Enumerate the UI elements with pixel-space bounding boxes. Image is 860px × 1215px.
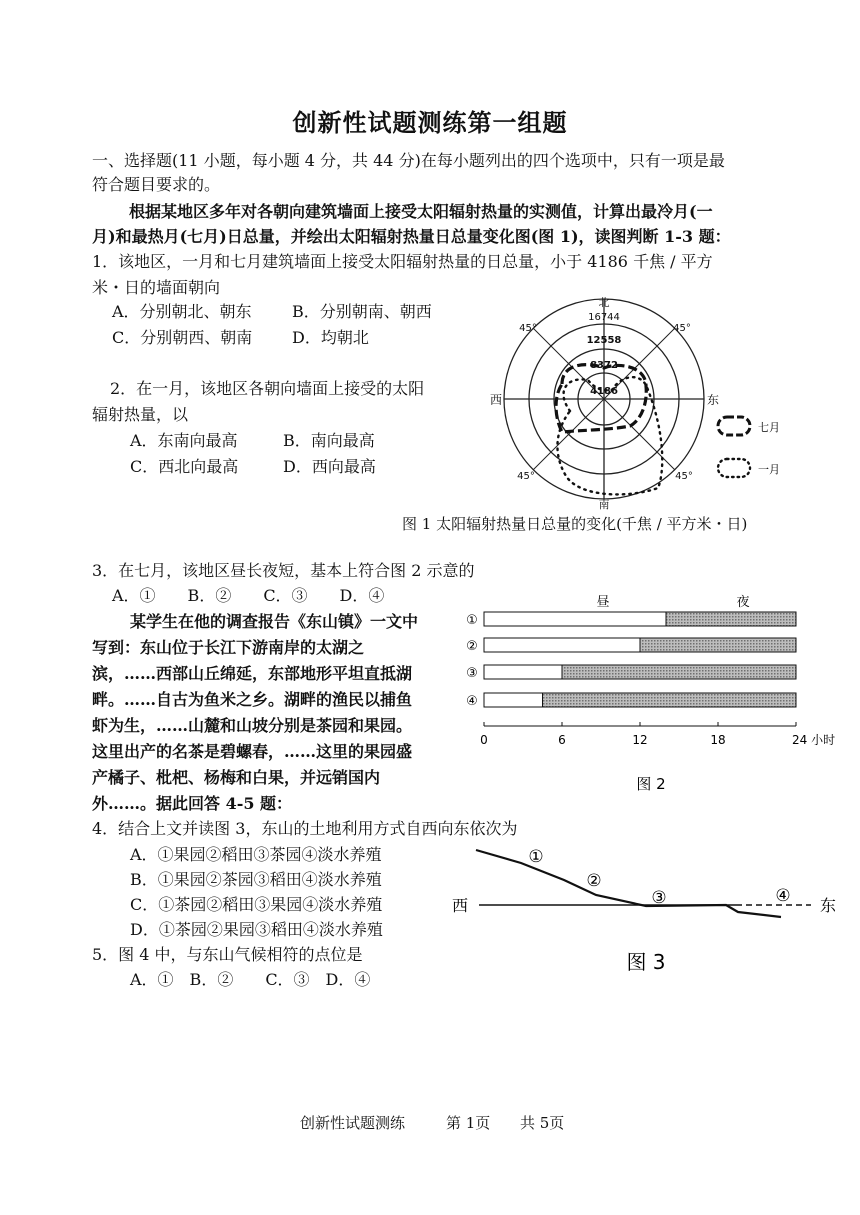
tick-label-4: 24 小时 [792,733,836,747]
marker-4: ④ [775,886,791,906]
angle-se: 45° [675,471,693,482]
figure3-terrain-profile [446,838,846,978]
section-intro-line2: 符合题目要求的。 [92,175,221,194]
night-bar-3 [562,665,796,679]
row-label-2: ② [466,639,478,654]
angle-ne: 45° [673,323,691,334]
figure2-caption: 图 2 [636,775,666,793]
figure1-caption: 图 1 太阳辐射热量日总量的变化(千焦 / 平方米・日) [402,515,748,533]
q2-stem-line1: 2．在一月，该地区各朝向墙面上接受的太阳 [110,379,425,398]
row-label-1: ① [466,613,478,628]
ring-value-16744: 16744 [588,312,620,323]
q2-option-a: A．东南向最高 [130,431,238,450]
q4-option-c: C．①茶园②稻田③果园④淡水养殖 [130,895,383,914]
label-north: 北 [598,296,610,309]
context2-line6: 这里出产的名茶是碧螺春，……这里的果园盛 [92,742,413,761]
ring-value-4186: 4186 [590,386,618,397]
footer-total: 共 5页 [520,1114,565,1132]
ring-value-8372: 8372 [590,360,618,371]
figure1-polar-chart [470,296,840,516]
q2-option-d: D．西向最高 [283,457,376,476]
day-bar-4 [484,693,543,707]
context2-line8: 外……。据此回答 4-5 题： [92,794,293,813]
q3-stem: 3．在七月，该地区昼长夜短，基本上符合图 2 示意的 [92,561,475,580]
ring-value-12558: 12558 [586,335,622,346]
tick-label-2: 12 [632,733,648,747]
q2-option-c: C．西北向最高 [130,457,239,476]
q1-option-d: D．均朝北 [292,328,369,347]
legend-july-label: 七月 [758,421,780,434]
legend-january-label: 一月 [758,463,780,476]
q4-option-a: A．①果园②稻田③茶园④淡水养殖 [130,845,382,864]
tick-label-3: 18 [710,733,726,747]
label-west: 西 [451,896,469,915]
label-west: 西 [489,393,503,407]
angle-nw: 45° [519,323,537,334]
label-east: 东 [819,896,837,915]
context2-line2: 写到：东山位于长江下游南岸的太湖之 [92,638,365,657]
angle-sw: 45° [517,471,535,482]
legend-july-swatch [718,417,750,435]
tick-label-0: 0 [480,733,488,747]
q5-stem: 5．图 4 中，与东山气候相符的点位是 [92,945,363,964]
label-south: 南 [598,498,610,511]
q2-option-b: B．南向最高 [283,431,375,450]
label-east: 东 [706,393,720,407]
q5-options: A．① B．② C．③ D．④ [130,970,371,989]
figure2-daylength-chart [456,592,836,797]
footer-page: 第 1页 [446,1114,491,1132]
q3-options: A．① B．② C．③ D．④ [112,586,385,605]
label-day: 昼 [596,595,610,610]
context2-line4: 畔。……自古为鱼米之乡。湖畔的渔民以捕鱼 [92,690,413,709]
marker-1: ① [528,847,544,867]
label-night: 夜 [736,595,750,610]
context2-line5: 虾为生，……山麓和山坡分别是茶园和果园。 [92,716,413,735]
day-bar-2 [484,638,640,652]
july-curve [556,365,646,432]
context2-line1: 某学生在他的调查报告《东山镇》一文中 [130,612,419,631]
legend-january-swatch [718,459,750,477]
q1-option-c: C．分别朝西、朝南 [112,328,253,347]
context2-line7: 产橘子、枇杷、杨梅和白果，并远销国内 [92,768,381,787]
day-bar-3 [484,665,562,679]
marker-2: ② [586,871,602,891]
night-bar-1 [666,612,796,626]
tick-label-1: 6 [558,733,566,747]
q1-option-a: A．分别朝北、朝东 [112,302,252,321]
section-intro-line1: 一、选择题(11 小题，每小题 4 分，共 44 分)在每小题列出的四个选项中，只有一项是最 [92,151,725,170]
q4-option-d: D．①茶园②果园③稻田④淡水养殖 [130,920,383,939]
footer-title: 创新性试题测练 [300,1114,406,1132]
q4-stem: 4．结合上文并读图 3，东山的土地利用方式自西向东依次为 [92,819,518,838]
q4-option-b: B．①果园②茶园③稻田④淡水养殖 [130,870,382,889]
q1-option-b: B．分别朝南、朝西 [292,302,432,321]
context1-line2: 月)和最热月(七月)日总量，并绘出太阳辐射热量日总量变化图(图 1)，读图判断 1-3 题： [92,227,731,246]
context1-line1: 根据某地区多年对各朝向建筑墙面上接受太阳辐射热量的实测值，计算出最冷月(一 [129,202,713,221]
figure3-caption: 图 3 [626,950,666,974]
day-bar-1 [484,612,666,626]
marker-3: ③ [651,888,667,908]
context2-line3: 滨，……西部山丘绵延，东部地形平坦直抵湖 [92,664,413,683]
q1-stem-line2: 米・日的墙面朝向 [92,278,221,297]
row-label-3: ③ [466,666,478,681]
night-bar-4 [543,693,797,707]
terrain-line [476,850,781,917]
row-label-4: ④ [466,694,478,709]
q1-stem-line1: 1．该地区，一月和七月建筑墙面上接受太阳辐射热量的日总量，小于 4186 千焦 / 平方 [92,252,713,271]
q2-stem-line2: 辐射热量，以 [92,405,189,424]
page-title: 创新性试题测练第一组题 [292,108,568,137]
night-bar-2 [640,638,796,652]
